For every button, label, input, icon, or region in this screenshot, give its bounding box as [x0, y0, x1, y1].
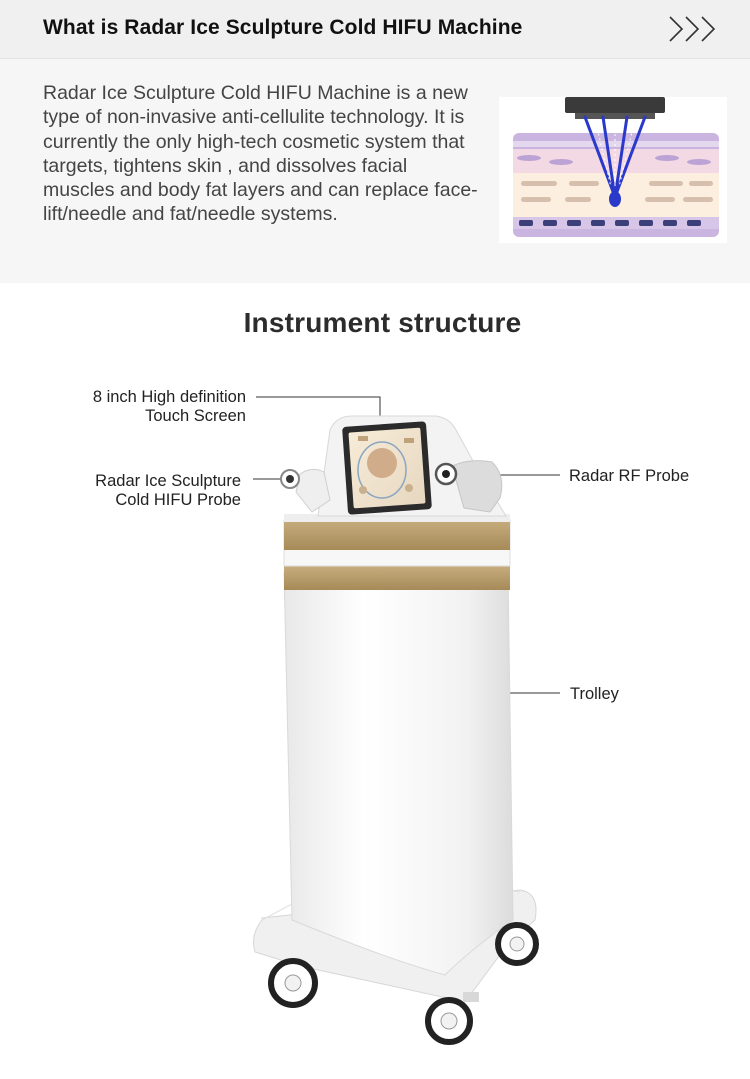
screen-label-line1: 8 inch High definition [92, 388, 246, 406]
machine-illustration [0, 340, 750, 1079]
cold-probe-label-line1: Radar Ice Sculpture [95, 472, 241, 490]
intro-section [0, 59, 750, 283]
rf-probe-label: Radar RF Probe [569, 467, 690, 485]
screen-label-line2: Touch Screen [145, 407, 246, 425]
triple-chevron-right-icon[interactable] [666, 14, 724, 44]
header-bar [0, 0, 750, 59]
hifu-skin-layers-illustration [499, 97, 727, 243]
header-title: What is Radar Ice Sculpture Cold HIFU Machine [43, 16, 523, 39]
intro-text: Radar Ice Sculpture Cold HIFU Machine is a new type of non-invasive anti-cellulite technology. It is currently the only high-tech cosmetic system that targets, tightens skin , and dissolves facial muscles and body fat layers and can replace face-lift/needle and fat/needle systems. [43, 82, 478, 226]
section-title: Instrument structure [243, 307, 522, 338]
cold-probe-label-line2: Cold HIFU Probe [115, 491, 241, 509]
trolley-label: Trolley [570, 685, 619, 703]
